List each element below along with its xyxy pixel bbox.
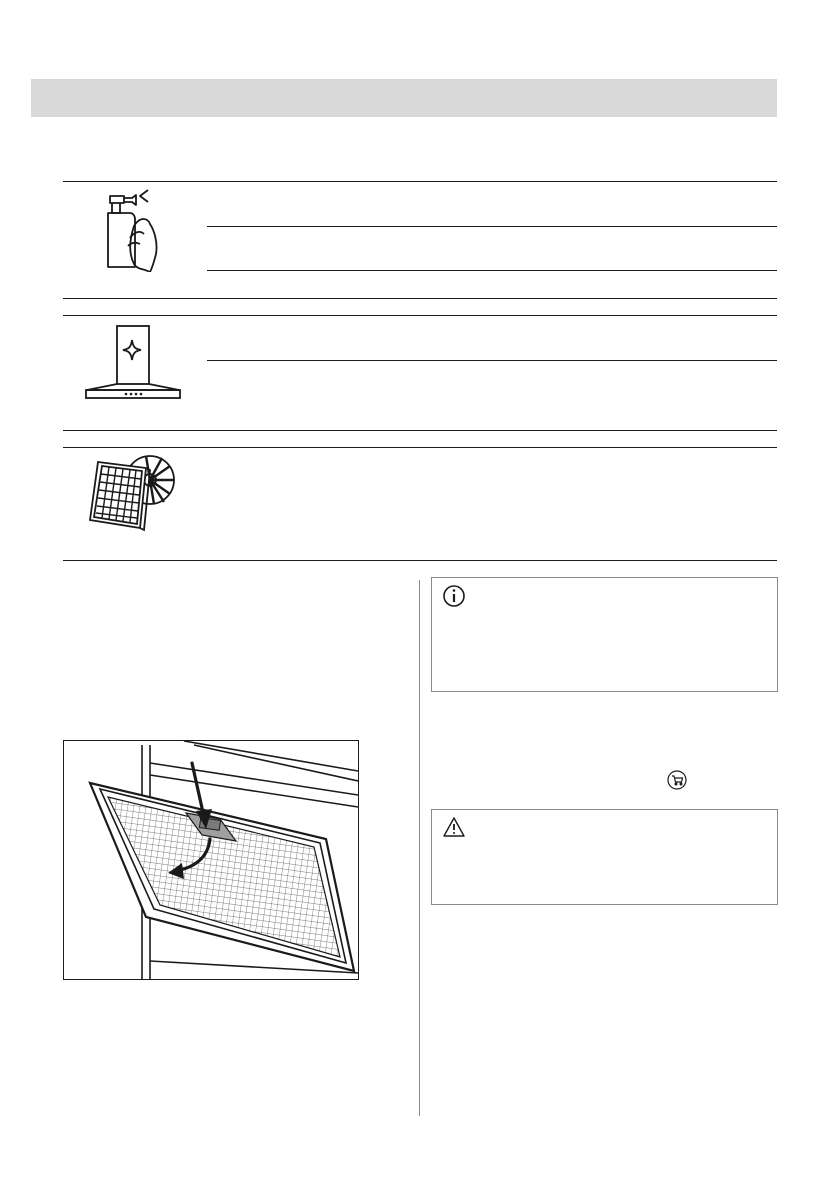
row1-cell-3 <box>207 276 767 294</box>
table-rule <box>207 226 777 227</box>
table-rule <box>207 360 777 361</box>
info-text <box>474 586 764 682</box>
info-icon <box>442 584 466 608</box>
cooker-hood-shine-icon <box>85 322 181 400</box>
row1-cell-2 <box>207 232 767 262</box>
table-rule <box>207 270 777 271</box>
row2-cell-2 <box>207 366 767 424</box>
row1-cell-1 <box>207 188 767 218</box>
table-rule <box>63 181 777 182</box>
section-header-bar <box>31 79 777 117</box>
table-rule <box>63 447 777 448</box>
warning-triangle-icon <box>442 816 466 838</box>
shop-cart-icon <box>667 770 687 790</box>
table-rule <box>63 430 777 431</box>
grease-filter-and-carbon-filter-icon <box>80 454 180 534</box>
table-rule <box>63 315 777 316</box>
row3-cell-1 <box>207 454 767 554</box>
column-divider <box>419 580 420 1116</box>
table-rule <box>63 560 777 561</box>
spray-and-cloth-icon <box>100 186 170 272</box>
info-box <box>431 577 778 692</box>
grease-filter-removal-illustration <box>63 740 359 980</box>
warning-text <box>474 818 764 896</box>
warning-box <box>431 809 778 905</box>
row2-cell-1 <box>207 322 767 352</box>
table-rule <box>63 298 777 299</box>
